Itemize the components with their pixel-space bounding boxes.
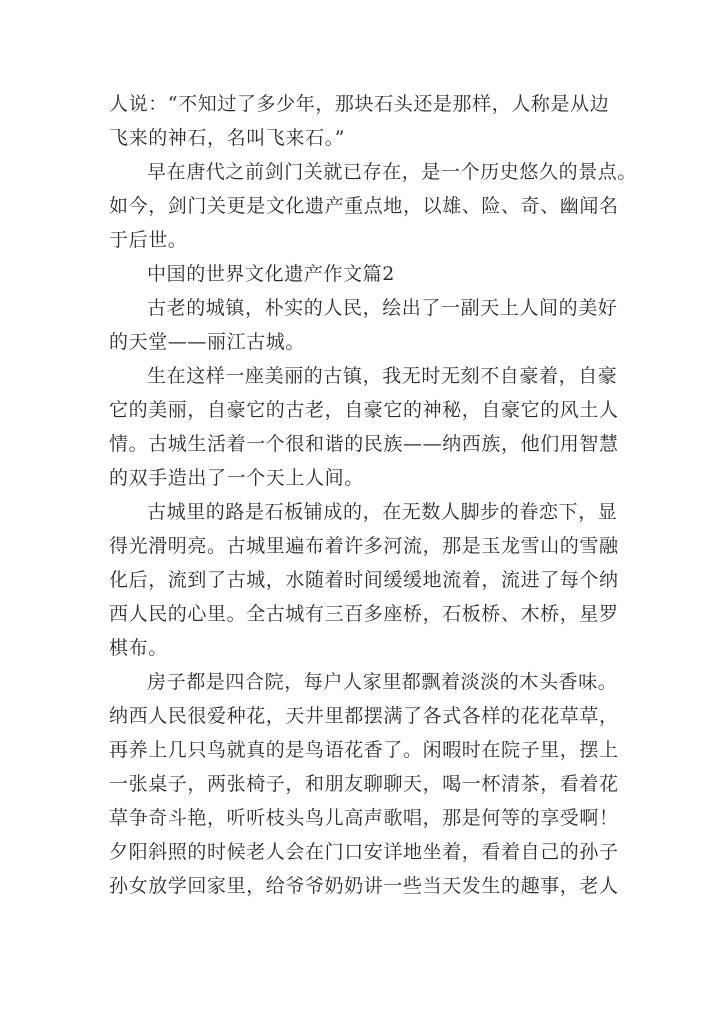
text-line: 生在这样一座美丽的古镇，我无时无刻不自豪着，自豪 — [147, 365, 618, 387]
text-line: 情。古城生活着一个很和谐的民族——纳西族，他们用智慧 — [109, 433, 619, 455]
text-line: 一张桌子，两张椅子，和朋友聊聊天，喝一杯清茶，看着花 — [109, 773, 619, 795]
text-line: 草争奇斗艳，听听枝头鸟儿高声歌唱，那是何等的享受啊！ — [109, 807, 619, 829]
text-line: 古老的城镇，朴实的人民，绘出了一副天上人间的美好 — [147, 297, 618, 319]
text-line: 再养上几只鸟就真的是鸟语花香了。闲暇时在院子里，摆上 — [109, 739, 619, 761]
text-line: 如今，剑门关更是文化遗产重点地，以雄、险、奇、幽闻名 — [109, 195, 619, 217]
text-line: 古城里的路是石板铺成的，在无数人脚步的眷恋下，显 — [147, 501, 618, 523]
text-line: 夕阳斜照的时候老人会在门口安详地坐着，看着自己的孙子 — [109, 841, 619, 863]
text-line: 于后世。 — [109, 229, 188, 251]
text-line: 纳西人民很爱种花，天井里都摆满了各式各样的花花草草， — [109, 705, 619, 727]
text-line: 的双手造出了一个天上人间。 — [109, 467, 364, 489]
text-line: 房子都是四合院，每户人家里都飘着淡淡的木头香味。 — [147, 671, 618, 693]
text-line: 它的美丽，自豪它的古老，自豪它的神秘，自豪它的风土人 — [109, 399, 619, 421]
text-line: 棋布。 — [109, 637, 168, 659]
section-heading: 中国的世界文化遗产作文篇2 — [147, 263, 395, 285]
text-line: 孙女放学回家里，给爷爷奶奶讲一些当天发生的趣事，老人 — [109, 875, 619, 897]
text-line: 化后，流到了古城，水随着时间缓缓地流着，流进了每个纳 — [109, 569, 619, 591]
text-line: 飞来的神石，名叫飞来石。” — [109, 127, 346, 149]
text-line: 的天堂——丽江古城。 — [109, 331, 306, 353]
text-line: 得光滑明亮。古城里遍布着许多河流，那是玉龙雪山的雪融 — [109, 535, 619, 557]
text-line: 西人民的心里。全古城有三百多座桥，石板桥、木桥，星罗 — [109, 603, 619, 625]
text-line: 早在唐代之前剑门关就已存在，是一个历史悠久的景点。 — [147, 161, 638, 183]
text-line: 人说：“不知过了多少年，那块石头还是那样，人称是从边 — [109, 93, 610, 115]
